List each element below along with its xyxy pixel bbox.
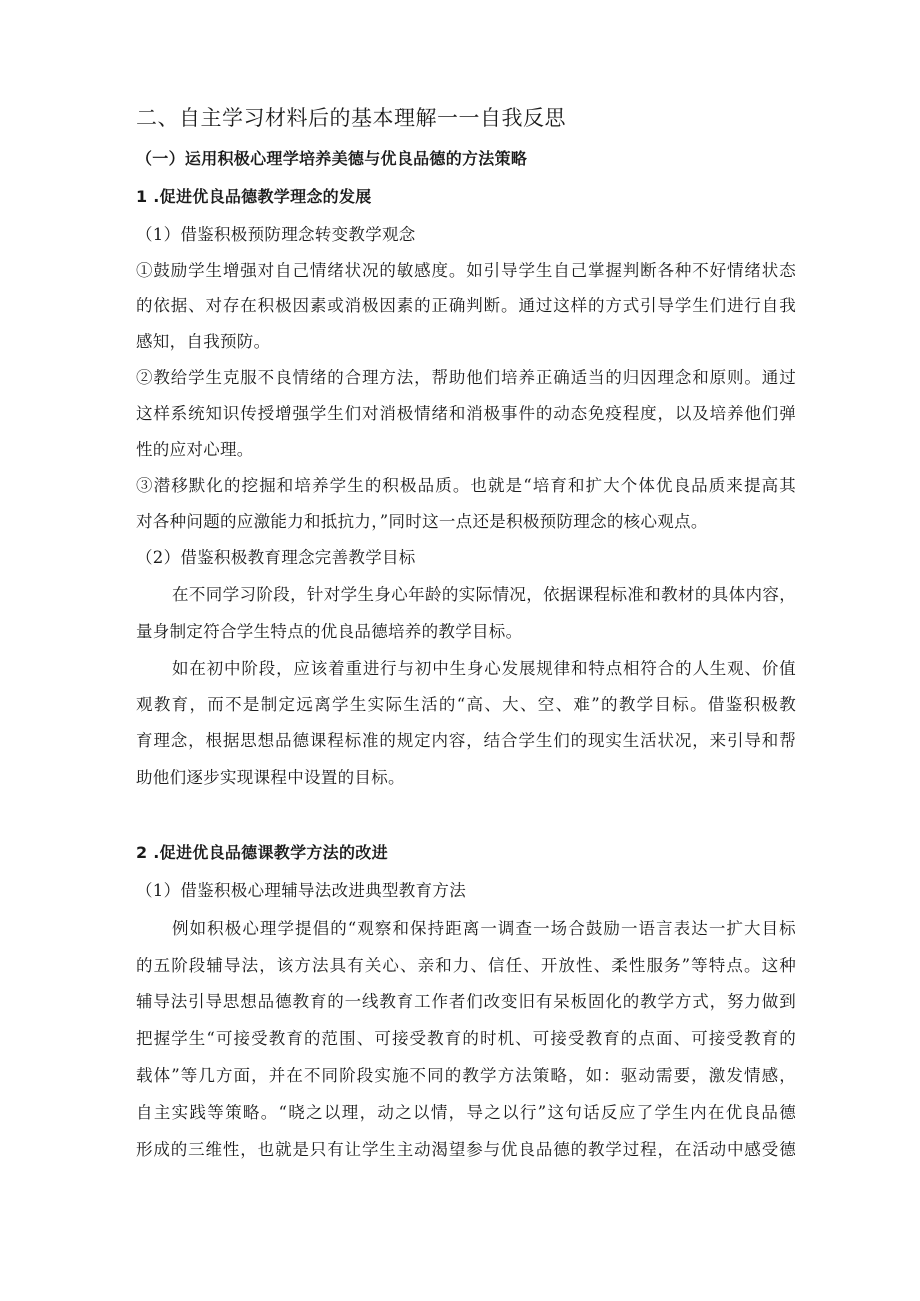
section-1-subheading-1: （1）借鉴积极预防理念转变教学观念 [136,225,416,244]
paragraph-line: 性的应对心理。 [136,440,254,459]
document-title: 二、自主学习材料后的基本理解一一自我反思 [136,106,566,130]
paragraph-line: 例如积极心理学提倡的“观察和保持距离一调查一场合鼓励一语言表达一扩大目标 [172,919,796,938]
section-1-heading: 1 .促进优良品德教学理念的发展 [136,187,372,206]
paragraph-line: 自主实践等策略。“晓之以理，动之以情，导之以行”这句话反应了学生内在优良品德 [136,1103,796,1122]
section-2-heading: 2 .促进优良品德课教学方法的改进 [136,843,388,862]
paragraph-line: 形成的三维性，也就是只有让学生主动渴望参与优良品德的教学过程，在活动中感受德 [136,1140,796,1159]
paragraph-line: ③潜移默化的挖掘和培养学生的积极品质。也就是“培育和扩大个体优良品质来提高其 [136,476,796,495]
paragraph-line: 载体”等几方面，并在不同阶段实施不同的教学方法策略，如：驱动需要，激发情感， [136,1066,796,1085]
subtitle-strategy: （一）运用积极心理学培养美德与优良品德的方法策略 [136,149,528,168]
paragraph-line: 在不同学习阶段，针对学生身心年龄的实际情况，依据课程标准和教材的具体内容， [172,585,796,604]
paragraph-line: 的五阶段辅导法，该方法具有关心、亲和力、信任、开放性、柔性服务”等特点。这种 [136,956,796,975]
paragraph-line: 助他们逐步实现课程中设置的目标。 [136,768,405,787]
paragraph-line: 观教育，而不是制定远离学生实际生活的“高、大、空、难”的教学目标。借鉴积极教 [136,695,796,714]
paragraph-line: 辅导法引导思想品德教育的一线教育工作者们改变旧有呆板固化的教学方式，努力做到 [136,992,796,1011]
paragraph-line: 量身制定符合学生特点的优良品德培养的教学目标。 [136,622,523,641]
paragraph-line: 把握学生“可接受教育的范围、可接受教育的时机、可接受教育的点面、可接受教育的 [136,1029,796,1048]
paragraph-line: 如在初中阶段，应该着重进行与初中生身心发展规律和特点相符合的人生观、价值 [172,659,796,678]
paragraph-line: ①鼓励学生增强对自己情绪状况的敏感度。如引导学生自己掌握判断各种不好情绪状态 [136,261,796,280]
paragraph-line: 的依据、对存在积极因素或消极因素的正确判断。通过这样的方式引导学生们进行自我 [136,296,796,315]
paragraph-line: 育理念，根据思想品德课程标准的规定内容，结合学生们的现实生活状况，来引导和帮 [136,731,796,750]
section-1-subheading-2: （2）借鉴积极教育理念完善教学目标 [136,548,416,567]
section-2-subheading-1: （1）借鉴积极心理辅导法改进典型教育方法 [136,881,466,900]
paragraph-line: 这样系统知识传授增强学生们对消极情绪和消极事件的动态免疫程度，以及培养他们弹 [136,404,796,423]
paragraph-line: 对各种问题的应激能力和抵抗力，”同时这一点还是积极预防理念的核心观点。 [136,512,708,531]
paragraph-line: ②教给学生克服不良情绪的合理方法，帮助他们培养正确适当的归因理念和原则。通过 [136,368,796,387]
paragraph-line: 感知，自我预防。 [136,332,271,351]
